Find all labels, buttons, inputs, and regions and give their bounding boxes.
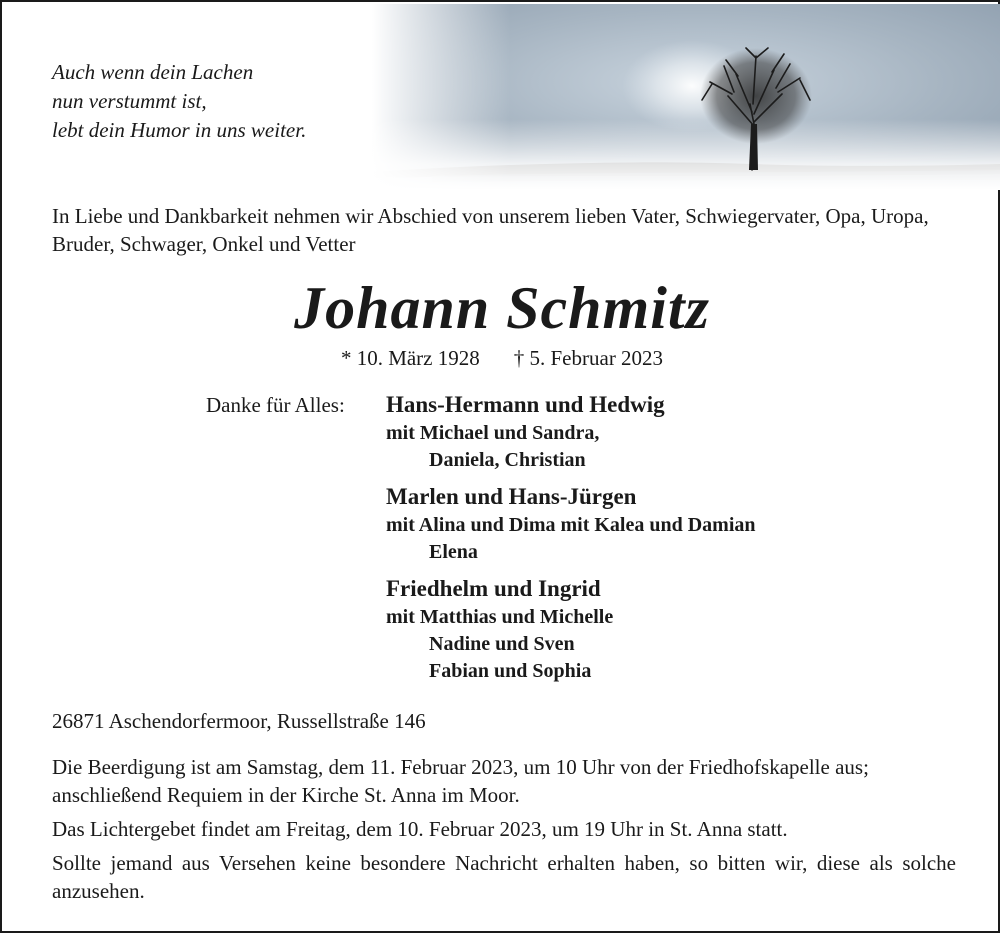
quote-line: Auch wenn dein Lachen — [52, 60, 254, 84]
family-head: Friedhelm und Ingrid — [386, 576, 601, 601]
prayer-info: Das Lichtergebet findet am Freitag, dem 10. Februar 2023, um 19 Uhr in St. Anna statt. — [52, 817, 788, 841]
family-head: Hans-Hermann und Hedwig — [386, 392, 665, 417]
death-date: † 5. Februar 2023 — [513, 346, 664, 370]
family-list — [386, 390, 756, 693]
notice-note: Sollte jemand aus Versehen keine besondere Nachricht erhalten haben, so bitten wir, diese als solche anzusehen. — [52, 851, 956, 903]
family-line: Fabian und Sophia — [429, 660, 592, 682]
family-line: Daniela, Christian — [429, 449, 586, 471]
family-line: Elena — [429, 541, 478, 563]
tree-landscape-image — [372, 4, 1000, 190]
family-line: mit Matthias und Michelle — [386, 606, 614, 628]
address: 26871 Aschendorfermoor, Russellstraße 146 — [52, 709, 426, 733]
life-dates — [2, 344, 1000, 372]
deceased-name: Johann Schmitz — [294, 275, 710, 341]
funeral-details — [52, 753, 956, 911]
family-head: Marlen und Hans-Jürgen — [386, 484, 637, 509]
quote-line: lebt dein Humor in uns weiter. — [52, 118, 307, 142]
family-block — [386, 482, 756, 566]
thanks-label: Danke für Alles: — [206, 393, 345, 417]
quote-line: nun verstummt ist, — [52, 89, 207, 113]
birth-date: * 10. März 1928 — [340, 346, 480, 370]
family-line: mit Alina und Dima mit Kalea und Damian — [386, 514, 756, 536]
intro-text: In Liebe und Dankbarkeit nehmen wir Abschied von unserem lieben Vater, Schwiegervater, Opa, Uropa, Bruder, Schwager, Onkel und Vetter — [52, 204, 929, 256]
burial-info: Die Beerdigung ist am Samstag, dem 11. Februar 2023, um 10 Uhr von der Friedhofskapelle aus; anschließend Requiem in der Kirche St. Anna im Moor. — [52, 755, 869, 807]
family-line: mit Michael und Sandra, — [386, 422, 600, 444]
family-block — [386, 390, 756, 474]
family-line: Nadine und Sven — [429, 633, 575, 655]
family-block — [386, 574, 756, 685]
memorial-quote — [52, 58, 306, 145]
